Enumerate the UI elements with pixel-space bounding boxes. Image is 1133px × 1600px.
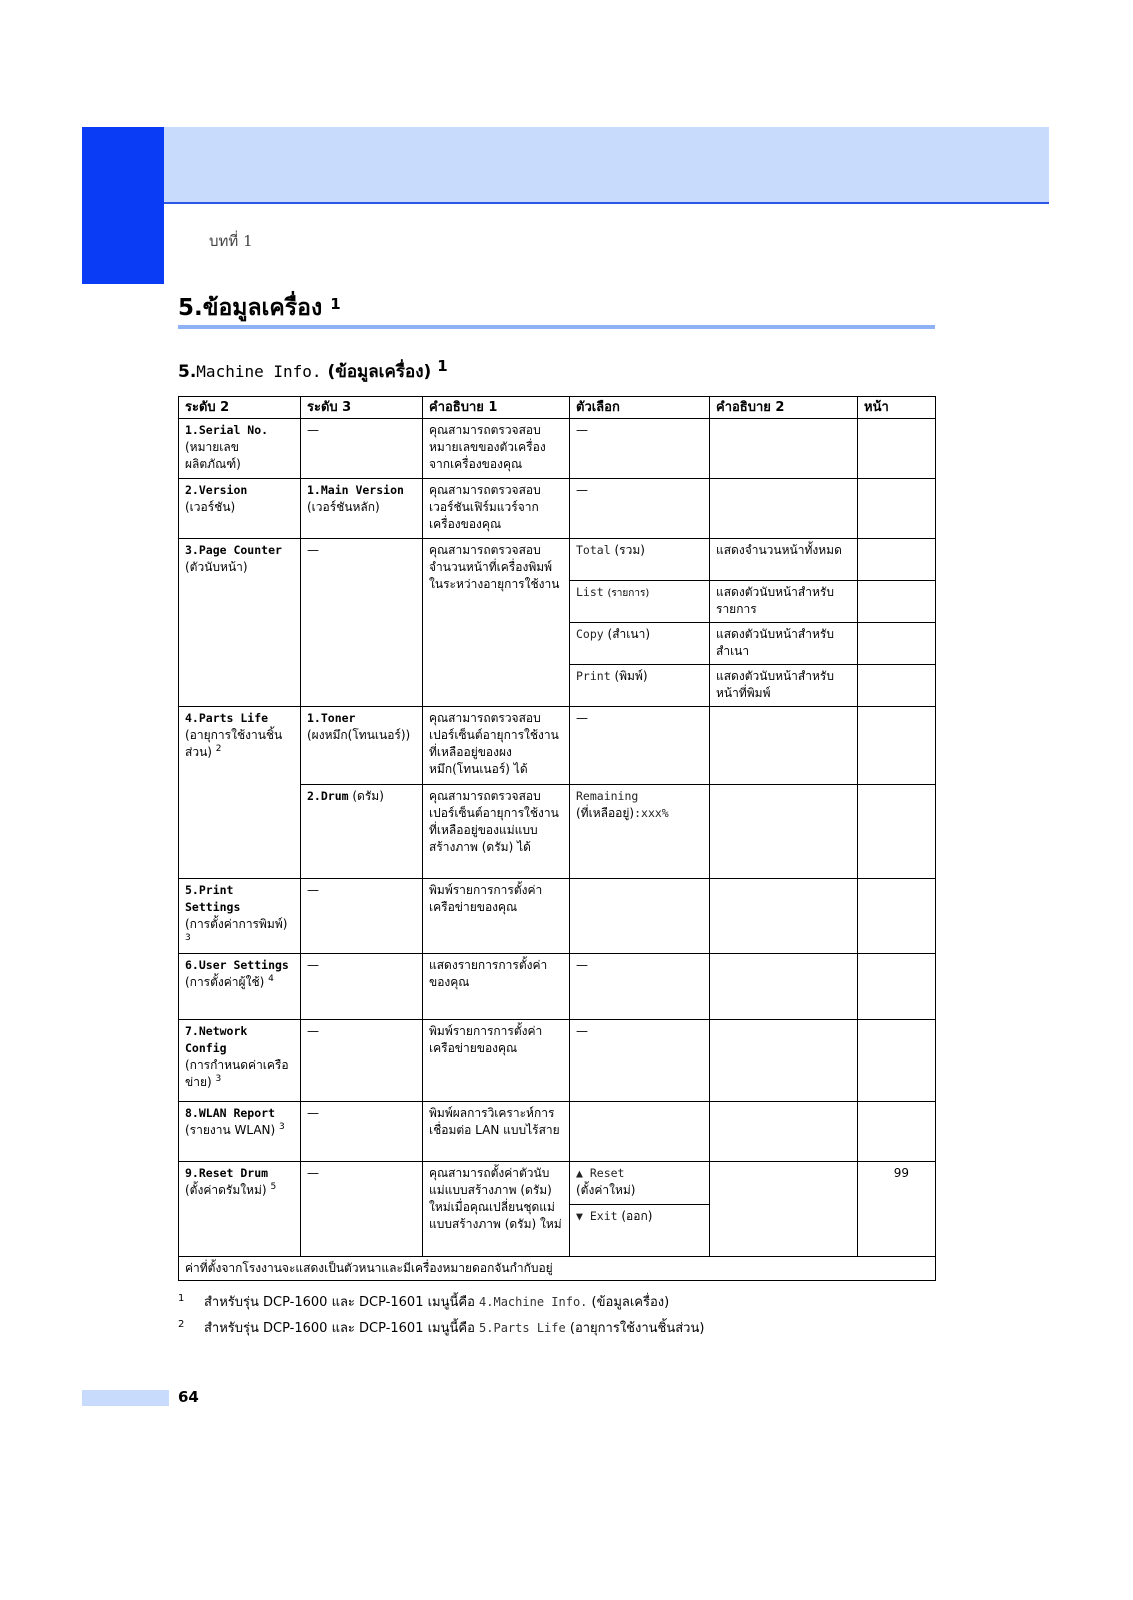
subsection-code: Machine Info.: [196, 362, 322, 381]
cell-desc2: [710, 879, 858, 954]
section-text: ข้อมูลเครื่อง: [202, 295, 323, 321]
cell-level3: —: [301, 539, 423, 707]
cell-option: Copy (สำเนา): [570, 623, 710, 665]
cell-level2: 3.Page Counter (ตัวนับหน้า): [179, 539, 301, 707]
cell-desc2: แสดงตัวนับหน้าสำหรับรายการ: [710, 581, 858, 623]
header-band: [164, 127, 1049, 204]
cell-page: [858, 1020, 936, 1102]
cell-option: ▲ Reset (ตั้งค่าใหม่): [570, 1162, 710, 1205]
table-row: [179, 539, 936, 581]
table-header-row: [179, 397, 936, 419]
cell-page: 99: [858, 1162, 936, 1257]
cell-desc1: คุณสามารถตรวจสอบหมายเลขของตัวเครื่องจากเครื่องของคุณ: [423, 419, 570, 479]
footnotes: [178, 1293, 704, 1345]
header-level2: ระดับ 2: [179, 397, 301, 419]
cell-option: ▼ Exit (ออก): [570, 1205, 710, 1257]
cell-desc1: พิมพ์รายการการตั้งค่าเครือข่ายของคุณ: [423, 1020, 570, 1102]
table-footer-row: [179, 1257, 936, 1281]
cell-option: —: [570, 707, 710, 785]
page-number: 64: [178, 1388, 199, 1406]
cell-desc2: [710, 1162, 858, 1257]
table-row: [179, 1162, 936, 1205]
chapter-tab: [82, 127, 164, 284]
cell-level2: 2.Version (เวอร์ชัน): [179, 479, 301, 539]
cell-level3: —: [301, 879, 423, 954]
cell-level3: —: [301, 954, 423, 1020]
cell-option: [570, 879, 710, 954]
section-title: [178, 290, 341, 326]
section-rule: [178, 325, 935, 329]
cell-level2: 6.User Settings (การตั้งค่าผู้ใช้) $^4$: [179, 954, 301, 1020]
header-desc1: คำอธิบาย 1: [423, 397, 570, 419]
header-level3: ระดับ 3: [301, 397, 423, 419]
table-row: [179, 1102, 936, 1162]
cell-level2: 4.Parts Life (อายุการใช้งานชิ้นส่วน) $^2$: [179, 707, 301, 879]
cell-desc2: [710, 419, 858, 479]
table-row: [179, 879, 936, 954]
cell-desc2: แสดงตัวนับหน้าสำหรับสำเนา: [710, 623, 858, 665]
section-num: 5.: [178, 295, 203, 321]
cell-desc2: แสดงจำนวนหน้าทั้งหมด: [710, 539, 858, 581]
cell-option: [570, 1102, 710, 1162]
table-row: [179, 707, 936, 785]
cell-level3: —: [301, 1020, 423, 1102]
cell-level3: 1.Main Version (เวอร์ชันหลัก): [301, 479, 423, 539]
cell-option: —: [570, 479, 710, 539]
cell-desc2: [710, 707, 858, 785]
cell-page: [858, 581, 936, 623]
cell-desc2: [710, 1102, 858, 1162]
cell-option: Print (พิมพ์): [570, 665, 710, 707]
cell-level2: 9.Reset Drum (ตั้งค่าดรัมใหม่) $^5$: [179, 1162, 301, 1257]
cell-page: [858, 785, 936, 879]
cell-desc1: คุณสามารถตรวจสอบเปอร์เซ็นต์อายุการใช้งานที่เหลืออยู่ของแม่แบบสร้างภาพ (ดรัม) ได้: [423, 785, 570, 879]
cell-level3: —: [301, 1162, 423, 1257]
cell-page: [858, 879, 936, 954]
cell-page: [858, 419, 936, 479]
subsection-text: (ข้อมูลเครื่อง): [327, 362, 432, 382]
cell-level2: 1.Serial No. (หมายเลขผลิตภัณฑ์): [179, 419, 301, 479]
menu-table: [178, 396, 936, 1281]
cell-page: [858, 623, 936, 665]
cell-desc1: พิมพ์ผลการวิเคราะห์การเชื่อมต่อ LAN แบบไร้สาย: [423, 1102, 570, 1162]
cell-page: [858, 707, 936, 785]
cell-option: List (รายการ): [570, 581, 710, 623]
cell-desc2: [710, 954, 858, 1020]
footnote: 1 สำหรับรุ่น DCP-1600 และ DCP-1601 เมนูนี้คือ 4.Machine Info. (ข้อมูลเครื่อง): [178, 1293, 670, 1310]
subsection-title: [178, 358, 448, 385]
subsection-num: 5.: [178, 362, 197, 382]
subsection-mark: 1: [437, 357, 448, 375]
cell-desc2: [710, 785, 858, 879]
chapter-label: บทที่ 1: [209, 232, 253, 250]
cell-option: Remaining (ที่เหลืออยู่):xxx%: [570, 785, 710, 879]
table-footer-note: ค่าที่ตั้งจากโรงงานจะแสดงเป็นตัวหนาและมีเครื่องหมายดอกจันกำกับอยู่: [179, 1257, 936, 1281]
footnote: 2 สำหรับรุ่น DCP-1600 และ DCP-1601 เมนูนี้คือ 5.Parts Life (อายุการใช้งานชิ้นส่วน): [178, 1319, 705, 1336]
cell-desc2: แสดงตัวนับหน้าสำหรับหน้าที่พิมพ์: [710, 665, 858, 707]
cell-option: —: [570, 954, 710, 1020]
table-row: [179, 419, 936, 479]
table-row: [179, 1020, 936, 1102]
cell-page: [858, 539, 936, 581]
cell-desc1: พิมพ์รายการการตั้งค่าเครือข่ายของคุณ: [423, 879, 570, 954]
cell-level3: 2.Drum (ดรัม): [301, 785, 423, 879]
table-row: [179, 954, 936, 1020]
cell-page: [858, 665, 936, 707]
cell-page: [858, 479, 936, 539]
cell-desc2: [710, 479, 858, 539]
cell-desc1: คุณสามารถตั้งค่าตัวนับแม่แบบสร้างภาพ (ดรัม) ใหม่เมื่อคุณเปลี่ยนชุดแม่แบบสร้างภาพ (ดรัม) ใหม่: [423, 1162, 570, 1257]
cell-level2: 8.WLAN Report (รายงาน WLAN) $^3$: [179, 1102, 301, 1162]
header-option: ตัวเลือก: [570, 397, 710, 419]
table-row: [179, 479, 936, 539]
cell-level2: 5.Print Settings (การตั้งค่าการพิมพ์) $^3$: [179, 879, 301, 954]
cell-level3: —: [301, 419, 423, 479]
cell-desc1: คุณสามารถตรวจสอบเวอร์ชันเฟิร์มแวร์จากเครื่องของคุณ: [423, 479, 570, 539]
cell-option: —: [570, 1020, 710, 1102]
cell-level2: 7.Network Config (การกำหนดค่าเครือข่าย) $^3$: [179, 1020, 301, 1102]
cell-desc1: คุณสามารถตรวจสอบเปอร์เซ็นต์อายุการใช้งานที่เหลืออยู่ของผงหมึก(โทนเนอร์) ได้: [423, 707, 570, 785]
cell-desc1: คุณสามารถตรวจสอบจำนวนหน้าที่เครื่องพิมพ์ในระหว่างอายุการใช้งาน: [423, 539, 570, 707]
cell-desc2: [710, 1020, 858, 1102]
header-desc2: คำอธิบาย 2: [710, 397, 858, 419]
cell-page: [858, 954, 936, 1020]
cell-option: —: [570, 419, 710, 479]
cell-desc1: แสดงรายการการตั้งค่าของคุณ: [423, 954, 570, 1020]
cell-page: [858, 1102, 936, 1162]
page-number-bar: [82, 1390, 169, 1406]
cell-level3: 1.Toner (ผงหมึก(โทนเนอร์)): [301, 707, 423, 785]
cell-option: Total (รวม): [570, 539, 710, 581]
cell-level3: —: [301, 1102, 423, 1162]
section-mark: 1: [330, 295, 341, 313]
header-page: หน้า: [858, 397, 936, 419]
